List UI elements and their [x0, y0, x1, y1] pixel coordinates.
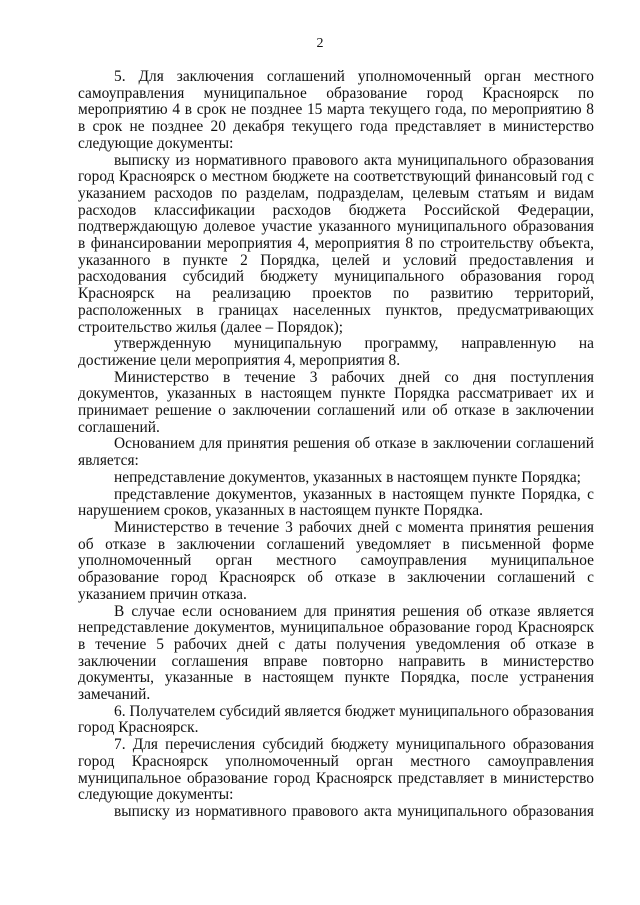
- paragraph-6-recipient: 6. Получателем субсидий является бюджет муниципального образования город Красноярск.: [78, 702, 594, 737]
- paragraph-resubmission: В случае если основанием для принятия решения об отказе является непредставление документов, муниципальное образование город Красноярск в течение 5 рабочих дней с даты получения уведомления об отказе в заключении соглашения вправе повторно направить в министерство документы, указанные в настоящем пункте Порядка, после устранения замечаний.: [78, 602, 594, 704]
- paragraph-ministry-review: Министерство в течение 3 рабочих дней со дня поступления документов, указанных в настоящем пункте Порядка рассматривает их и принимает решение о заключении соглашений или об отказе в заключении соглашений.: [78, 368, 594, 436]
- paragraph-refusal-ground-1: непредставление документов, указанных в настоящем пункте Порядка;: [114, 468, 581, 486]
- paragraph-extract-continued: выписку из нормативного правового акта муниципального образования: [114, 802, 594, 820]
- paragraph-refusal-ground-2: представление документов, указанных в настоящем пункте Порядка, с нарушением сроков, указанных в настоящем пункте Порядка.: [78, 485, 594, 520]
- page-number: 2: [316, 36, 324, 51]
- paragraph-refusal-grounds: Основанием для принятия решения об отказе в заключении соглашений является:: [78, 435, 594, 470]
- paragraph-7-transfer: 7. Для перечисления субсидий бюджету муниципального образования город Красноярск уполномоченный орган местного самоуправления муниципальное образование город Красноярск представляет в министерство следующие документы:: [78, 736, 594, 804]
- paragraph-municipal-program: утвержденную муниципальную программу, направленную на достижение цели мероприятия 4, мероприятия 8.: [78, 335, 594, 369]
- paragraph-5-intro: 5. Для заключения соглашений уполномоченный орган местного самоуправления муниципальное образование город Красноярск по мероприятию 4 в срок не позднее 15 марта текущего года, по мероприятию 8 в срок не позднее 20 декабря текущего года представляет в министерство следующие документы:: [78, 68, 594, 152]
- paragraph-refusal-notice: Министерство в течение 3 рабочих дней с момента принятия решения об отказе в заключении соглашений уведомляет в письменной форме уполномоченный орган местного самоуправления муниципальное образование город Красноярск об отказе в заключении соглашений с указанием причин отказа.: [78, 518, 594, 603]
- paragraph-budget-extract: выписку из нормативного правового акта муниципального образования город Красноярск о местном бюджете на соответствующий финансовый год с указанием расходов по разделам, подразделам, целевым статьям и видам расходов классификации расходов бюджета Российской Федерации, подтверждающую долевое участие указанного муниципального образования в финансировании мероприятия 4, мероприятия 8 по строительству объекта, указанного в пункте 2 Порядка, целей и условий предоставления и расходования субсидий бюджету муниципального образования город Красноярск на реализацию проектов по развитию территорий, расположенных в границах населенных пунктов, предусматривающих строительство жилья (далее – Порядок);: [78, 151, 594, 336]
- document-body: [78, 69, 594, 821]
